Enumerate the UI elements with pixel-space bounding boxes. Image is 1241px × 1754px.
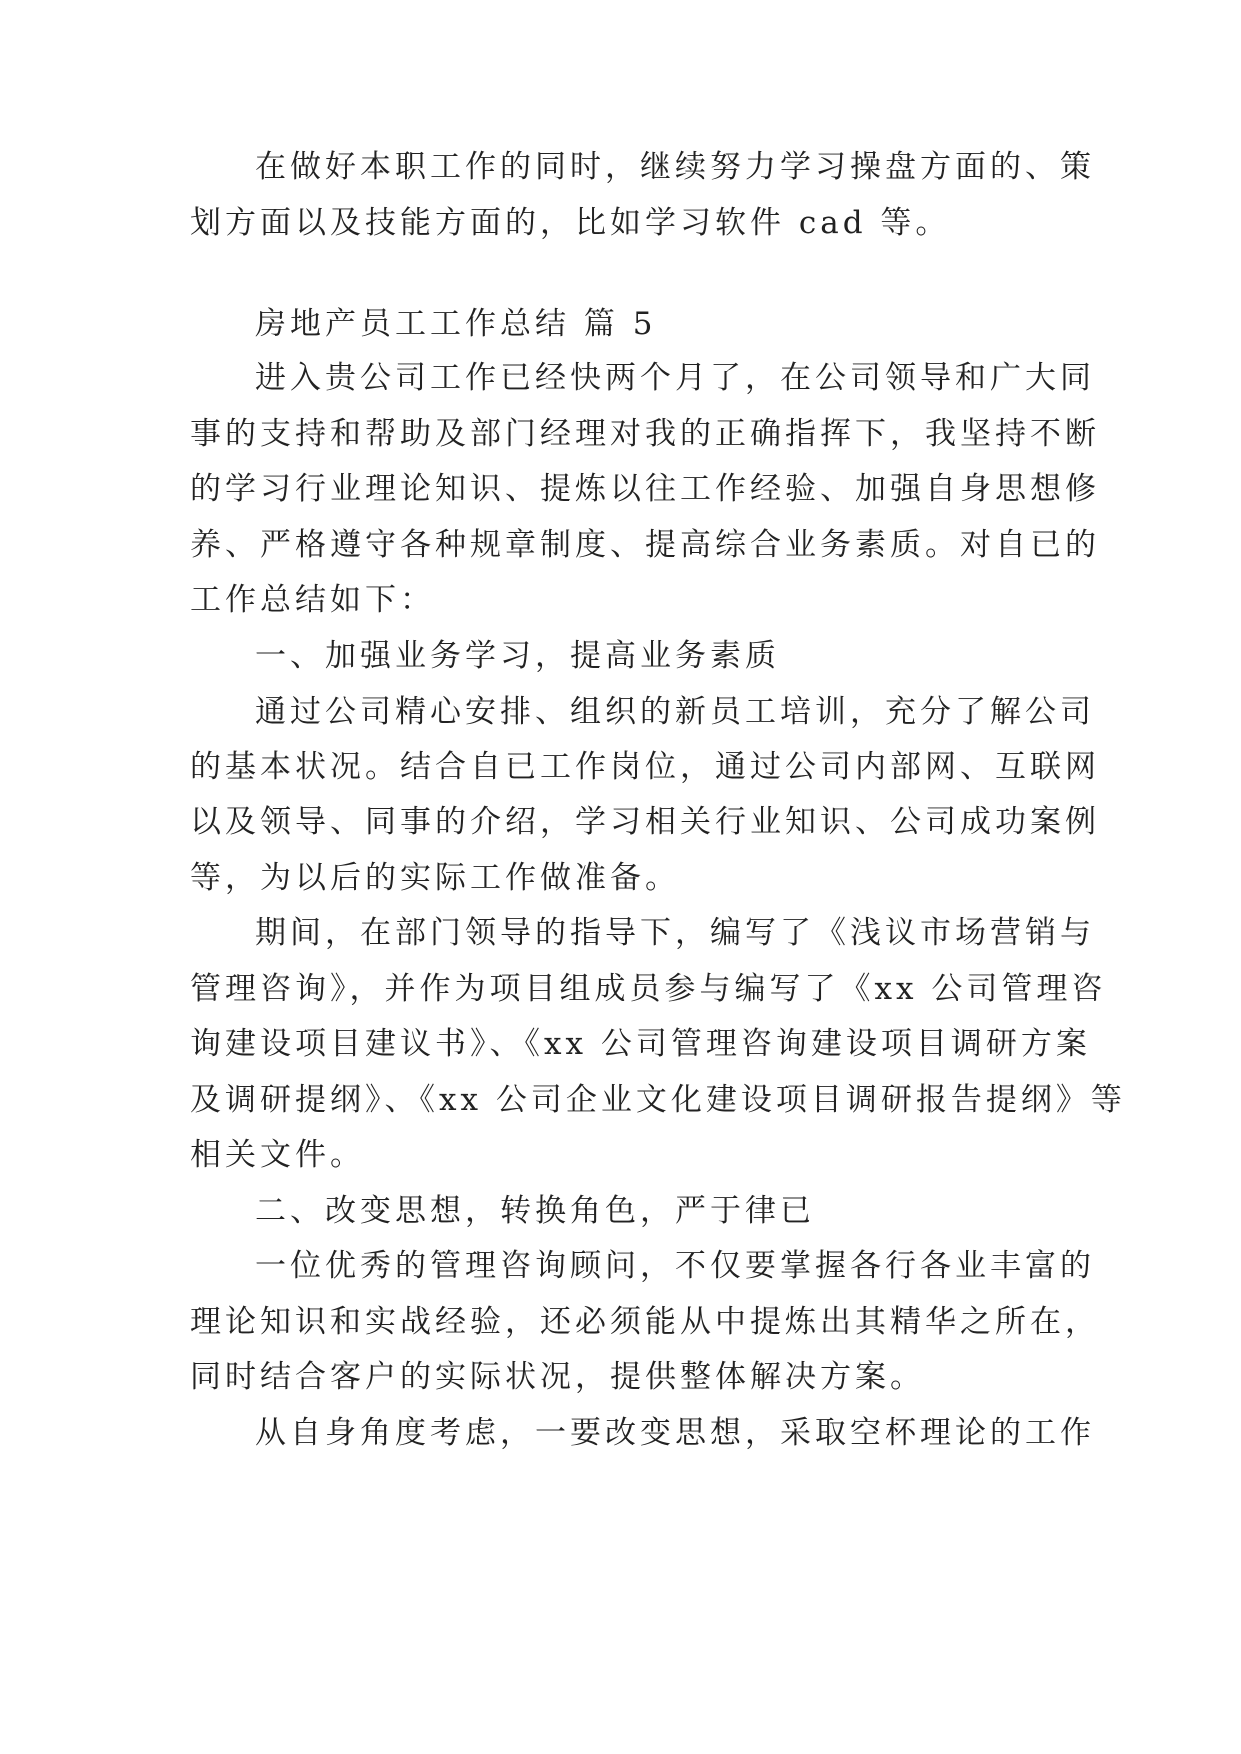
text-line: 养、严格遵守各种规章制度、提高综合业务素质。对自已的 [190,527,1100,563]
text-line: 以及领导、同事的介绍，学习相关行业知识、公司成功案例 [190,804,1100,840]
text-line: 工作总结如下： [190,582,435,618]
text-line: 一位优秀的管理咨询顾问，不仅要掌握各行各业丰富的 [255,1248,1095,1284]
text-line: 进入贵公司工作已经快两个月了，在公司领导和广大同 [255,360,1095,396]
text-line: 在做好本职工作的同时，继续努力学习操盘方面的、策 [255,149,1095,185]
text-line: 管理咨询》，并作为项目组成员参与编写了《xx 公司管理咨 [190,971,1107,1007]
text-line: 从自身角度考虑，一要改变思想，采取空杯理论的工作 [255,1415,1095,1451]
text-line: 等，为以后的实际工作做准备。 [190,860,680,896]
text-line: 及调研提纲》、《xx 公司企业文化建设项目调研报告提纲》等 [190,1082,1126,1118]
subheading: 二、改变思想，转换角色，严于律已 [255,1193,815,1229]
text-line: 通过公司精心安排、组织的新员工培训，充分了解公司 [255,694,1095,730]
text-line: 同时结合客户的实际状况，提供整体解决方案。 [190,1359,925,1395]
text-line: 询建设项目建议书》、《xx 公司管理咨询建设项目调研方案 [190,1026,1091,1062]
section-heading: 房地产员工工作总结 篇 5 [255,306,657,342]
text-line: 事的支持和帮助及部门经理对我的正确指挥下，我坚持不断 [190,416,1100,452]
text-line: 理论知识和实战经验，还必须能从中提炼出其精华之所在， [190,1304,1100,1340]
text-line: 划方面以及技能方面的，比如学习软件 cad 等。 [190,205,951,241]
text-line: 的基本状况。结合自已工作岗位，通过公司内部网、互联网 [190,749,1100,785]
text-line: 期间，在部门领导的指导下，编写了《浅议市场营销与 [255,915,1095,951]
text-line: 相关文件。 [190,1137,365,1173]
text-line: 的学习行业理论知识、提炼以往工作经验、加强自身思想修 [190,471,1100,507]
subheading: 一、加强业务学习，提高业务素质 [255,638,780,674]
